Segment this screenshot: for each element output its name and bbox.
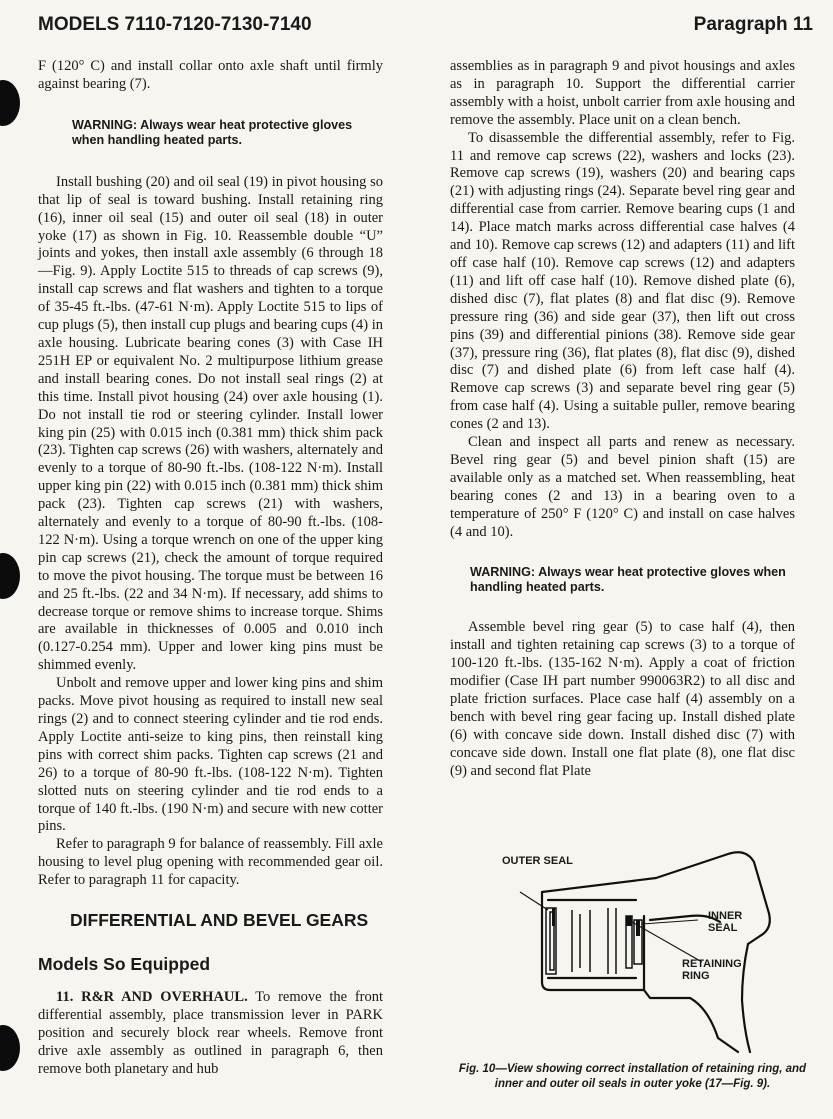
paragraph: Assemble bevel ring gear (5) to case half (4), then install and tighten retaining cap screws (3) to a torque of 100-120 ft.-lbs. (135-162 N·m). Apply a coat of friction modifier (Case IH part number 990063R2) to all disc and plate friction surfaces. Place case half (4) assembly on a bench with bevel ring gear facing up. Install dished plate (6) with concave side down. Install dished disc (7) with concave side down. Install one flat plate (8), one flat disc (9) and second flat Plate bbox=[450, 619, 795, 779]
page-header bbox=[38, 10, 813, 40]
paragraph: Unbolt and remove upper and lower king pins and shim packs. Move pivot housing as required to install new seal rings (2) and to connect steering cylinder and tie rod ends. Apply Loctite anti-seize to king pins, then reinstall king pins with correct shim packs. Tighten cap screws (21 and 26) to a torque of 80-90 ft.-lbs. (108-122 N·m). Tighten slotted nuts on steering cylinder and tie rod ends to a torque of 140 ft.-lbs. (190 N·m) and secure with new cotter pins. bbox=[38, 675, 383, 835]
warning-note: WARNING: Always wear heat protective gloves when handling heated parts. bbox=[470, 565, 786, 595]
paragraph bbox=[38, 989, 383, 1079]
binder-hole bbox=[0, 80, 20, 126]
left-column bbox=[38, 58, 383, 1079]
paragraph-run-in: 11. R&R AND OVERHAUL. bbox=[56, 989, 248, 1006]
paragraph: To disassemble the differential assembly, refer to Fig. 11 and remove cap screws (22), washers and locks (23). Remove cap screws (19), washers (20) and bearing caps (21) with adjusting rings (24). Separate bevel ring gear and differential case from carrier. Remove bearing cups (1 and 14). Place match marks across differential case halves (4 and 10). Remove cap screws (12) and adapters (11) and lift off case half (10). Remove cap screws (12) and adapters (11) and lift off case half (10). Remove dished plate (6), dished disc (7), flat plates (8) and flat disc (9). Remove pressure ring (36) and side gear (37), then lift out cross pins (39) and differential pinions (38). Remove side gear (37), pressure ring (36), flat plates (8), flat disc (9), dished disc (7) and dished plate (6) from left case half (4). Remove cap screws (3) and separate bevel ring gear (5) from case half (4). Using a suitable puller, remove bearing cones (2 and 13). bbox=[450, 129, 795, 433]
paragraph-body: To remove the front differential assembly, place transmission lever in PARK position and securely block rear wheels. Remove front drive axle assembly as outlined in paragraph 6, then remove both planetary and hub bbox=[38, 989, 384, 1077]
label-inner-seal: INNER SEAL bbox=[708, 910, 743, 934]
paragraph: Refer to paragraph 9 for balance of reassembly. Fill axle housing to level plug opening with recommended gear oil. Refer to paragraph 11 for capacity. bbox=[38, 836, 383, 889]
section-heading: DIFFERENTIAL AND BEVEL GEARS bbox=[70, 910, 369, 931]
label-outer-seal: OUTER SEAL bbox=[502, 855, 573, 867]
figure-10 bbox=[450, 840, 815, 1110]
paragraph: F (120° C) and install collar onto axle shaft until firmly against bearing (7). bbox=[38, 58, 383, 92]
binder-hole bbox=[0, 1025, 20, 1071]
page-title: MODELS 7110-7120-7130-7140 bbox=[38, 14, 312, 35]
paragraph-label: Paragraph 11 bbox=[693, 14, 813, 35]
paragraph: Clean and inspect all parts and renew as necessary. Bevel ring gear (5) and bevel pinion shaft (15) are available only as a matched set. When reassembling, heat bearing cones (2 and 13) in a bearing oven to a temperature of 250° F (120° C) and install on case halves (4 and 10). bbox=[450, 434, 795, 540]
subsection-heading: Models So Equipped bbox=[38, 954, 211, 975]
paragraph: Install bushing (20) and oil seal (19) in pivot housing so that lip of seal is toward bushing. Install retaining ring (16), inner oil seal (15) and outer oil seal (18) in outer yoke (17) as shown in Fig. 10. Reassemble double “U” joints and yokes, then install axle assembly (6 through 18—Fig. 9). Apply Loctite 515 to threads of cap screws (9), install cap screws and flat washers and tighten to a torque of 35-45 ft.-lbs. (47-61 N·m). Apply Loctite 515 to lips of cup plugs (5), then install cup plugs and bearing cups (4) in axle housing. Lubricate bearing cones (3) with Case IH 251H EP or equivalent No. 2 multipurpose lithium grease and install bearing cones. Do not install seal rings (2) at this time. Install pivot housing (24) over axle housing (1). Do not install tie rod or steering cylinder. Install lower king pin (25) with 0.015 inch (0.381 mm) thick shim pack (23). Tighten cap screws (26) with washers, alternately and evenly to a torque of 80-90 ft.-lbs. (108-122 N·m). Install upper king pin (22) with 0.015 inch (0.381 mm) thick shim pack (23). Tighten cap screws (21) with washers, alternately and evenly to a torque of 80-90 ft.-lbs. (108-122 N·m). Using a torque wrench on one of the upper king pin cap screws (21), check the amount of torque required to move the pivot housing. The torque must be between 16 and 25 ft.-lbs. (22 and 34 N·m). If necessary, add shims to decrease torque or remove shims to increase torque. Shims are available in thicknesses of 0.005 and 0.010 inch (0.127-0.254 mm). Upper and lower king pins must be shimmed evenly. bbox=[38, 173, 383, 674]
warning-note: WARNING: Always wear heat protective gloves when handling heated parts. bbox=[72, 117, 353, 147]
paragraph: assemblies as in paragraph 9 and pivot housings and axles as in paragraph 10. Support the differential carrier assembly with a hoist, unbolt carrier from axle housing and remove the assembly. Place unit on a clean bench. bbox=[450, 58, 795, 128]
label-retaining-ring: RETAINING RING bbox=[682, 958, 742, 982]
binder-hole bbox=[0, 553, 20, 599]
right-column bbox=[450, 58, 795, 781]
outer-yoke-drawing bbox=[450, 840, 815, 1055]
figure-caption: Fig. 10—View showing correct installation of retaining ring, and inner and outer oil seals in outer yoke (17—Fig. 9). bbox=[458, 1063, 807, 1090]
